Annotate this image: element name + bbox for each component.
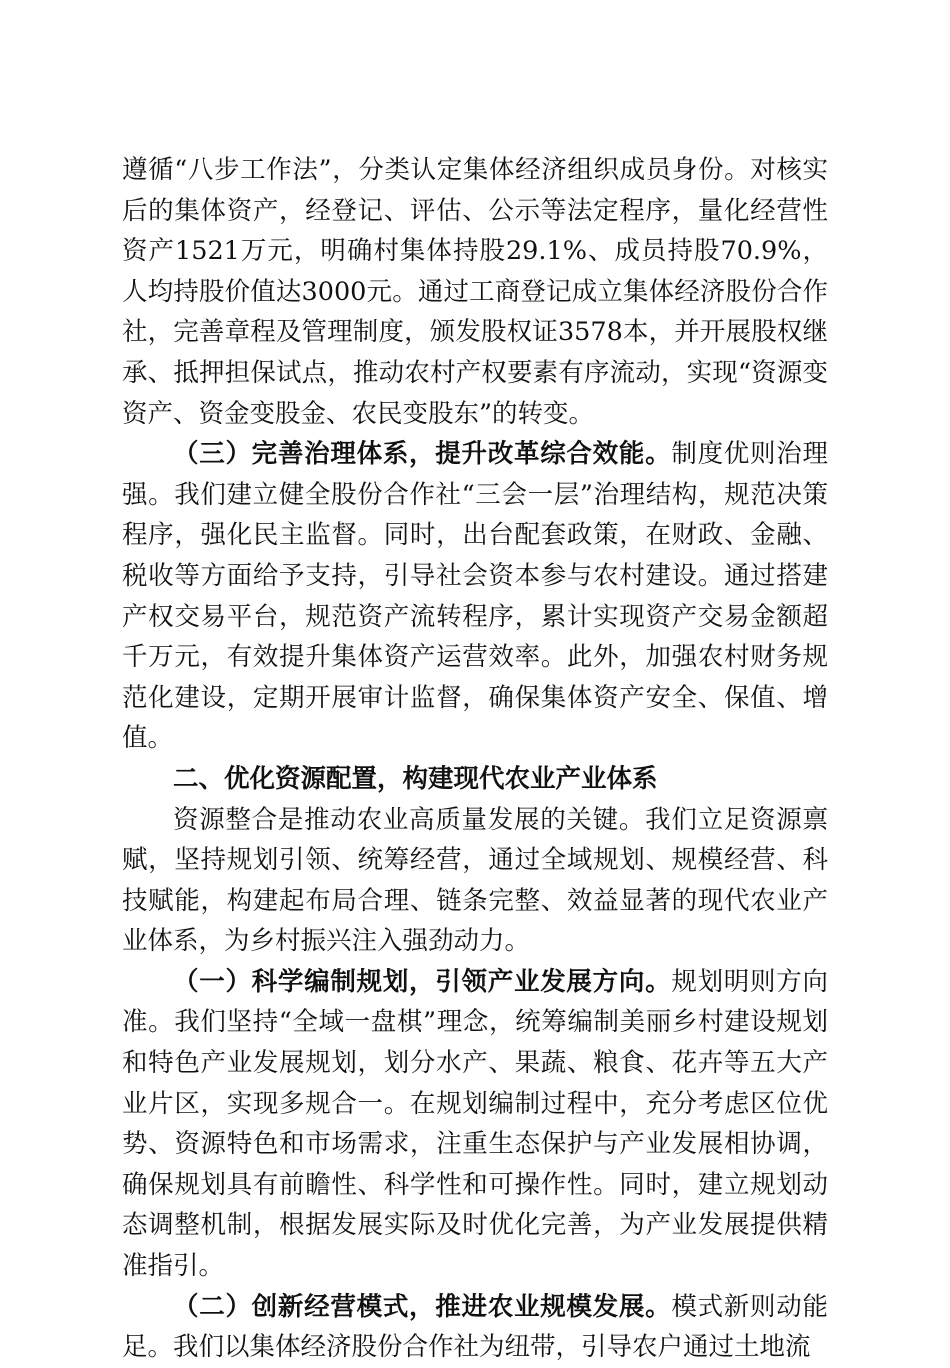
section-heading: 二、优化资源配置，构建现代农业产业体系 (173, 763, 658, 794)
paragraph-planning (122, 962, 828, 1287)
paragraph-intro: 资源整合是推动农业高质量发展的关键。我们立足资源禀赋，坚持规划引领、统筹经营，通过全域规划、规模经营、科技赋能，构建起布局合理、链条完整、效益显著的现代农业产业体系，为乡村振兴注入强劲动力。 (122, 804, 828, 957)
paragraph-operations (122, 1287, 828, 1368)
paragraph-continued: 遵循“八步工作法”，分类认定集体经济组织成员身份。对核实后的集体资产，经登记、评估、公示等法定程序，量化经营性资产1521万元，明确村集体持股29.1%、成员持股70.9%，人均持股价值达3000元。通过工商登记成立集体经济股份合作社，完善章程及管理制度，颁发股权证3578本，并开展股权继承、抵押担保试点，推动农村产权要素有序流动，实现“资源变资产、资金变股金、农民变股东”的转变。 (122, 155, 828, 429)
paragraph-governance (122, 434, 828, 759)
paragraph-lead: （二）创新经营模式，推进农业规模发展。 (173, 1291, 672, 1322)
paragraph-body: 规划明则方向准。我们坚持“全域一盘棋”理念，统筹编制美丽乡村建设规划和特色产业发展规划，划分水产、果蔬、粮食、花卉等五大产业片区，实现多规合一。在规划编制过程中，充分考虑区位优势、资源特色和市场需求，注重生态保护与产业发展相协调，确保规划具有前瞻性、科学性和可操作性。同时，建立规划动态调整机制，根据发展实际及时优化完善，为产业发展提供精准指引。 (122, 966, 828, 1282)
paragraph-lead: （一）科学编制规划，引领产业发展方向。 (173, 966, 672, 997)
paragraph-lead: （三）完善治理体系，提升改革综合效能。 (173, 439, 672, 470)
paragraph-body: 模式新则动能足。我们以集体经济股份合作社为纽带，引导农户通过土地流 (122, 1291, 828, 1363)
document-body (122, 150, 828, 1368)
paragraph-body: 制度优则治理强。我们建立健全股份合作社“三会一层”治理结构，规范决策程序，强化民主监督。同时，出台配套政策，在财政、金融、税收等方面给予支持，引导社会资本参与农村建设。通过搭建产权交易平台，规范资产流转程序，累计实现资产交易金额超千万元，有效提升集体资产运营效率。此外，加强农村财务规范化建设，定期开展审计监督，确保集体资产安全、保值、增值。 (122, 439, 828, 754)
